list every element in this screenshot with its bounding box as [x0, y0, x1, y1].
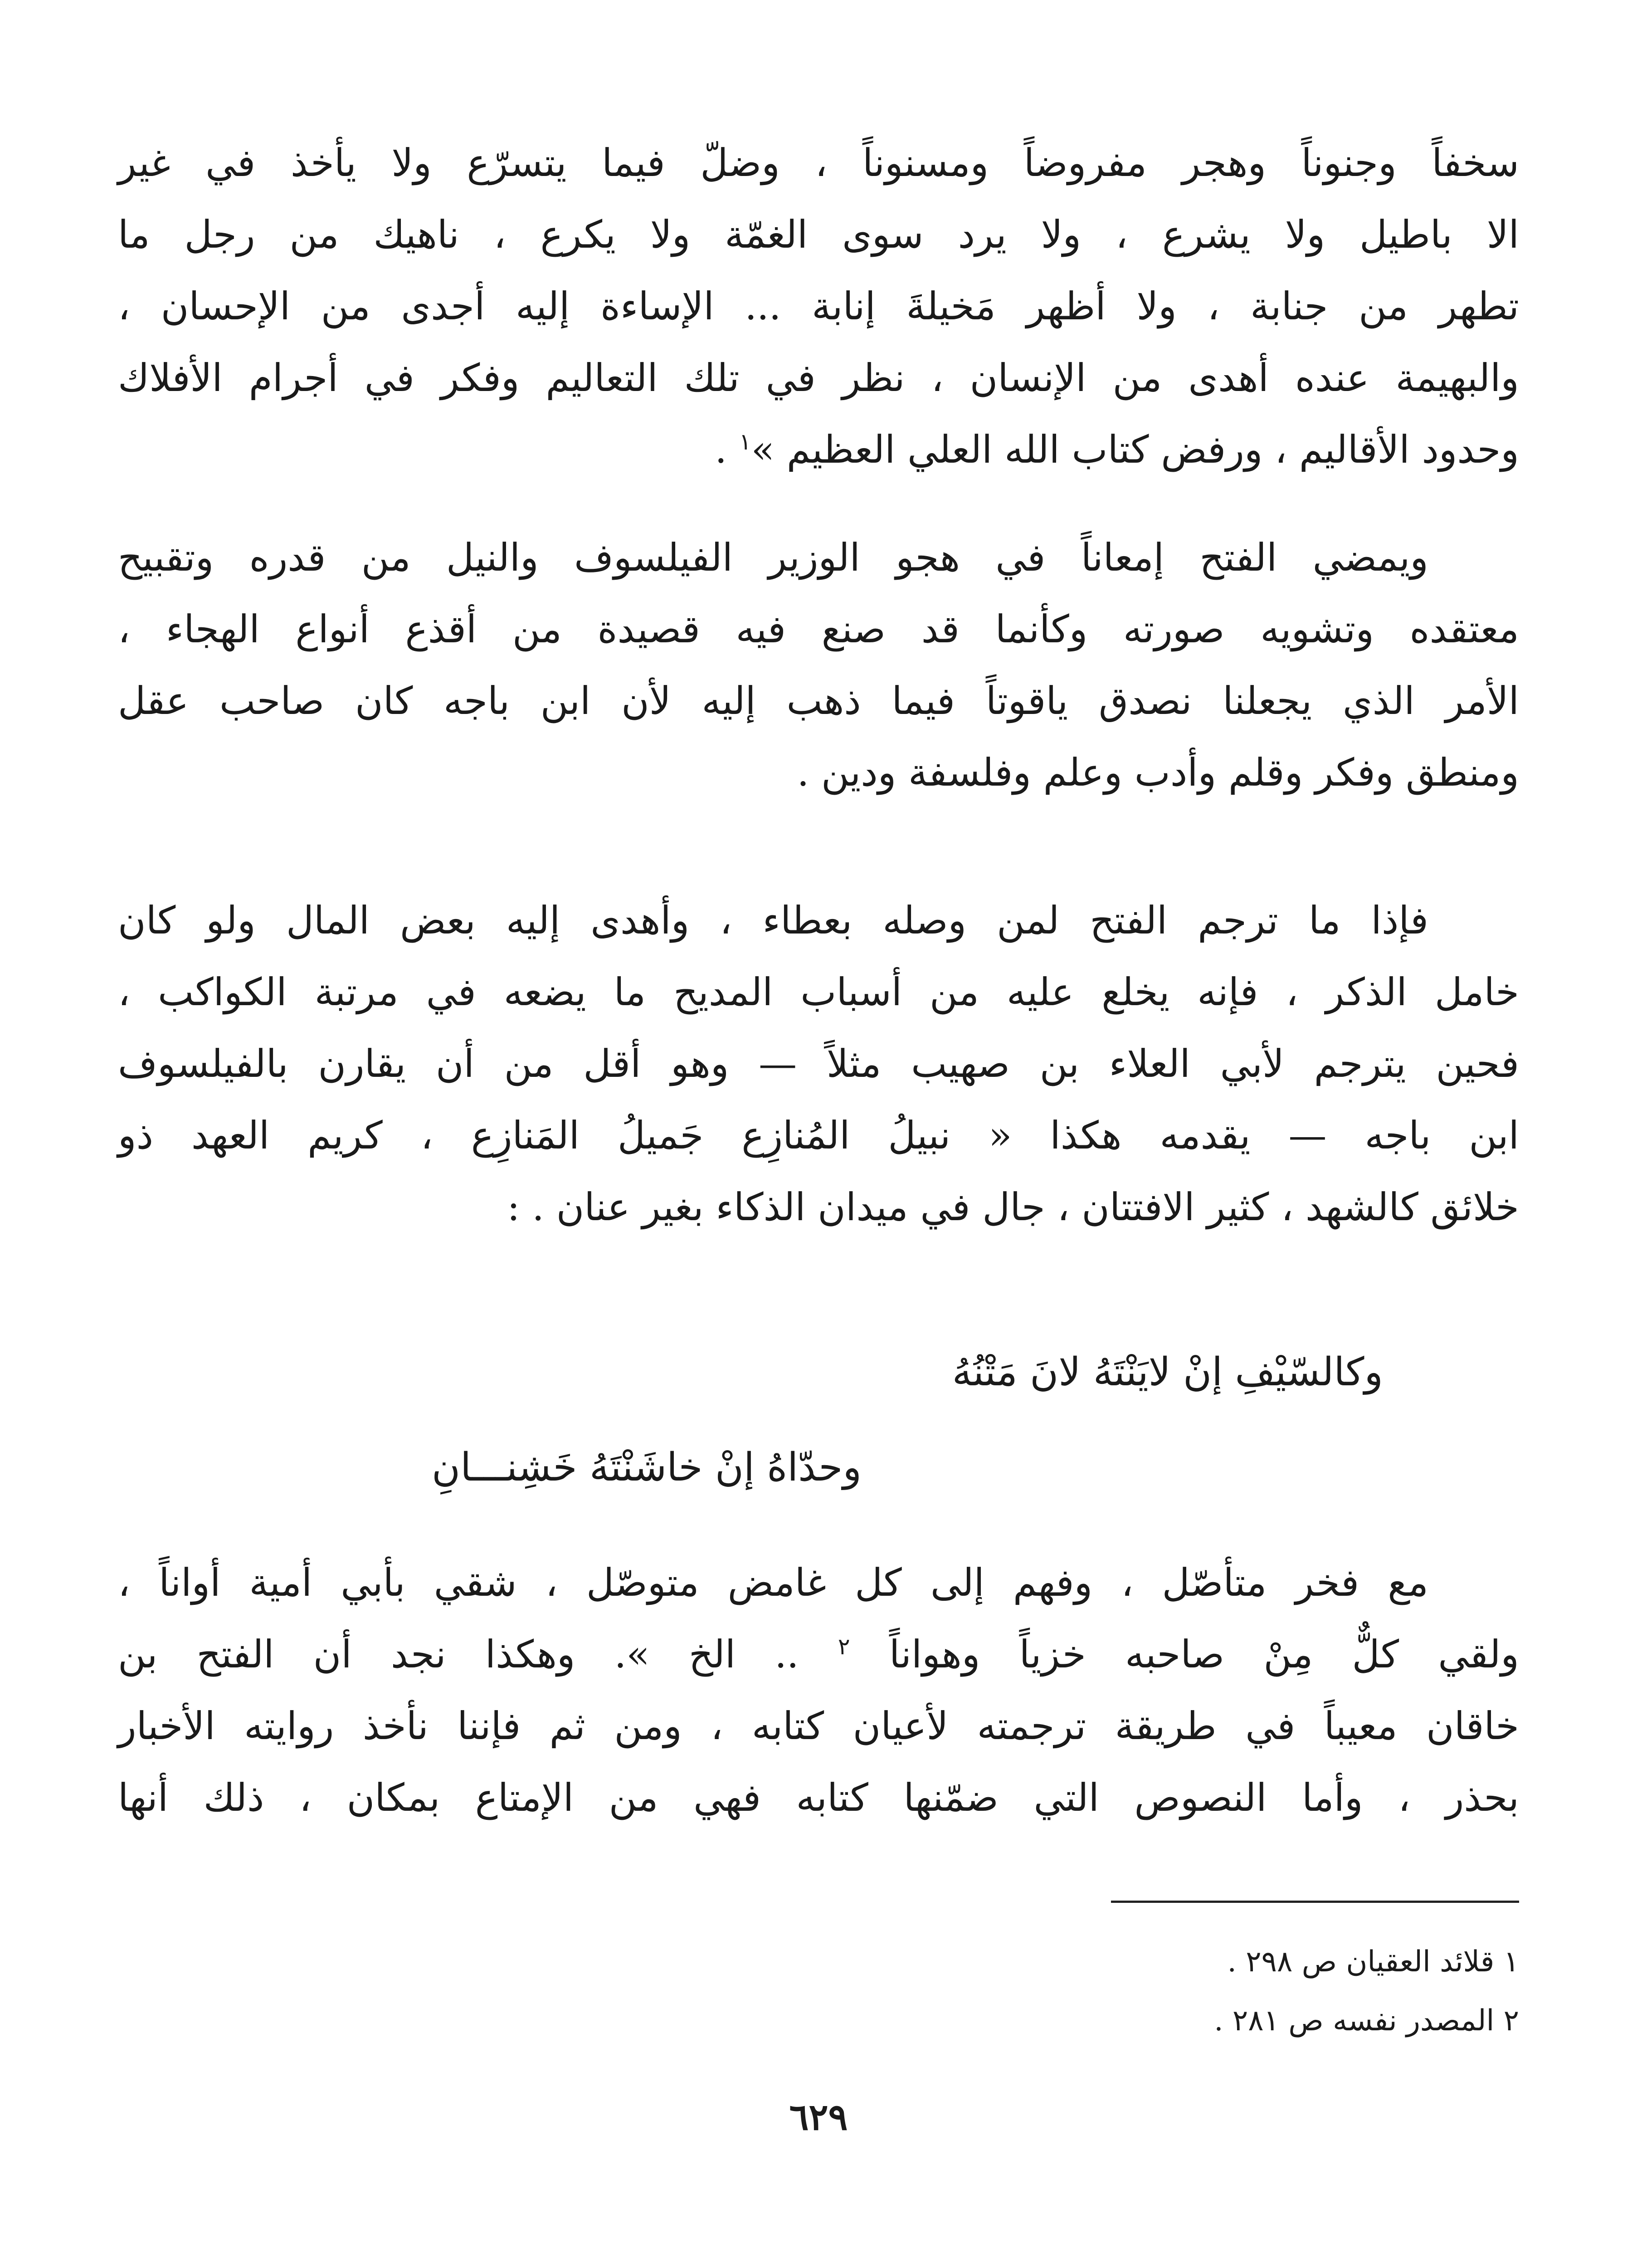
paragraph-1-line-3: تطهر من جنابة ، ولا أظهر مَخيلةَ إنابة ... الإساءة إليه أجدى من الإحسان ،: [118, 284, 1520, 328]
paragraph-4-line-2-text: ولقي كلٌّ مِنْ صاحبه خزياً وهواناً: [889, 1632, 1519, 1677]
paragraph-1-line-1: سخفاً وجنوناً وهجر مفروضاً ومسنوناً ، وضلّ فيما يتسرّع ولا يأخذ في غير: [118, 141, 1519, 185]
paragraph-4-line-2: [118, 1618, 1519, 1690]
footnote-marker-2[interactable]: ٢: [838, 1633, 850, 1660]
poem-verse: [204, 1325, 1383, 1515]
paragraph-2: [118, 522, 1519, 808]
paragraph-3-line-3: فحين يترجم لأبي العلاء بن صهيب مثلاً — وهو أقل من أن يقارن بالفيلسوف: [118, 1041, 1519, 1086]
paragraph-4: [118, 1547, 1519, 1833]
footnote-separator: [1111, 1901, 1519, 1903]
paragraph-1-line-5: [118, 414, 1519, 485]
paragraph-2-line-4: ومنطق وفكر وقلم وأدب وعلم وفلسفة ودين .: [797, 750, 1519, 795]
paragraph-1-line-5-text: وحدود الأقاليم ، ورفض كتاب الله العلي العظيم »: [751, 427, 1519, 472]
paragraph-2-line-2: معتقده وتشويه صورته وكأنما قد صنع فيه قصيدة من أقذع أنواع الهجاء ،: [118, 607, 1519, 651]
paragraph-3: [118, 885, 1519, 1243]
footnote-2: ٢ المصدر نفسه ص ٢٨١ .: [1214, 2004, 1519, 2038]
verse-line-2: وحدّاهُ إنْ خاشَنْتَهُ خَشِنـــانِ: [431, 1445, 862, 1490]
footnote-1: ١ قلائد العقيان ص ٢٩٨ .: [1227, 1945, 1519, 1979]
paragraph-3-line-5: خلائق كالشهد ، كثير الافتتان ، جال في ميدان الذكاء بغير عنان . :: [507, 1185, 1519, 1229]
paragraph-1: [118, 127, 1519, 485]
paragraph-1-line-4: والبهيمة عنده أهدى من الإنسان ، نظر في تلك التعاليم وفكر في أجرام الأفلاك: [118, 356, 1519, 400]
footnote-marker-1[interactable]: ١: [739, 429, 751, 455]
verse-line-1: وكالسّيْفِ إنْ لايَنْتَهُ لانَ مَتْنُهُ: [952, 1349, 1383, 1395]
footnotes: [1214, 1932, 1519, 2050]
paragraph-4-line-2-tail: .. الخ ». وهكذا نجد أن الفتح بن: [118, 1632, 838, 1677]
paragraph-4-line-1: مع فخر متأصّل ، وفهم إلى كل غامض متوصّل ، شقي بأبي أمية أواناً ،: [118, 1560, 1428, 1605]
paragraph-4-line-3: خاقان معيباً في طريقة ترجمته لأعيان كتابه ، ومن ثم فإننا نأخذ روايته الأخبار: [118, 1704, 1519, 1748]
paragraph-2-line-3: الأمر الذي يجعلنا نصدق ياقوتاً فيما ذهب إليه لأن ابن باجه كان صاحب عقل: [118, 679, 1519, 723]
paragraph-1-line-2: الا باطيل ولا يشرع ، ولا يرد سوى الغمّة ولا يكرع ، ناهيك من رجل ما: [118, 212, 1519, 257]
paragraph-2-line-1: ويمضي الفتح إمعاناً في هجو الوزير الفيلسوف والنيل من قدره وتقبيح: [118, 535, 1428, 580]
page-number: ٦٢٩: [789, 2096, 848, 2138]
paragraph-4-line-4: بحذر ، وأما النصوص التي ضمّنها كتابه فهي من الإمتاع بمكان ، ذلك أنها: [118, 1775, 1519, 1820]
paragraph-3-line-1: فإذا ما ترجم الفتح لمن وصله بعطاء ، وأهدى إليه بعض المال ولو كان: [118, 898, 1428, 943]
paragraph-1-end: .: [715, 427, 739, 472]
paragraph-3-line-4: ابن باجه — يقدمه هكذا « نبيلُ المُنازِع جَميلُ المَنازِع ، كريم العهد ذو: [118, 1113, 1519, 1158]
paragraph-3-line-2: خامل الذكر ، فإنه يخلع عليه من أسباب المديح ما يضعه في مرتبة الكواكب ،: [118, 970, 1519, 1014]
